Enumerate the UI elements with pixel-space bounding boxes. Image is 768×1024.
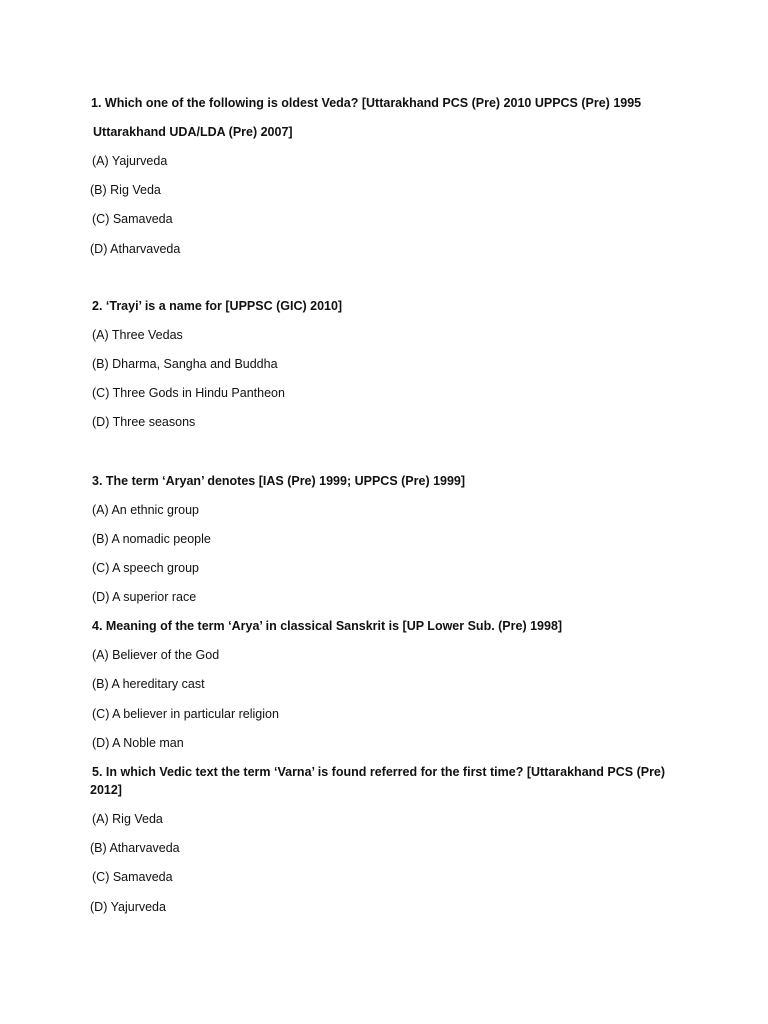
question-3-text: 3. The term ‘Aryan’ denotes [IAS (Pre) 1999; UPPCS (Pre) 1999] — [92, 474, 466, 488]
question-2-option-c: (C) Three Gods in Hindu Pantheon — [92, 386, 285, 400]
question-4-option-c: (C) A believer in particular religion — [92, 707, 279, 721]
question-4-option-b: (B) A hereditary cast — [92, 677, 205, 691]
question-1-option-d: (D) Atharvaveda — [90, 242, 181, 256]
question-3-option-b: (B) A nomadic people — [92, 532, 211, 546]
question-1-option-b: (B) Rig Veda — [90, 183, 161, 197]
question-3-option-a: (A) An ethnic group — [92, 503, 200, 517]
question-1-text: 1. Which one of the following is oldest Veda? [Uttarakhand PCS (Pre) 2010 UPPCS (Pre) 1995 — [91, 96, 642, 110]
question-5-text-cont: 2012] — [90, 783, 122, 797]
question-5-option-d: (D) Yajurveda — [90, 900, 166, 914]
question-1-option-a: (A) Yajurveda — [92, 154, 168, 168]
question-3-option-c: (C) A speech group — [92, 561, 200, 575]
question-5-option-a: (A) Rig Veda — [92, 812, 163, 826]
question-5-text: 5. In which Vedic text the term ‘Varna’ is found referred for the first time? [Uttarakhand PCS (Pre) — [92, 765, 666, 779]
question-2-option-d: (D) Three seasons — [92, 415, 196, 429]
question-5-option-c: (C) Samaveda — [92, 870, 173, 884]
question-1-option-c: (C) Samaveda — [92, 212, 173, 226]
question-4-option-d: (D) A Noble man — [92, 736, 184, 750]
question-2-option-a: (A) Three Vedas — [92, 328, 183, 342]
question-2-text: 2. ‘Trayi’ is a name for [UPPSC (GIC) 2010] — [92, 299, 343, 313]
question-5-option-b: (B) Atharvaveda — [90, 841, 180, 855]
question-4-option-a: (A) Believer of the God — [92, 648, 220, 662]
question-2-option-b: (B) Dharma, Sangha and Buddha — [92, 357, 278, 371]
question-3-option-d: (D) A superior race — [92, 590, 197, 604]
question-4-text: 4. Meaning of the term ‘Arya’ in classical Sanskrit is [UP Lower Sub. (Pre) 1998] — [92, 619, 563, 633]
question-1-text-cont: Uttarakhand UDA/LDA (Pre) 2007] — [93, 125, 293, 139]
